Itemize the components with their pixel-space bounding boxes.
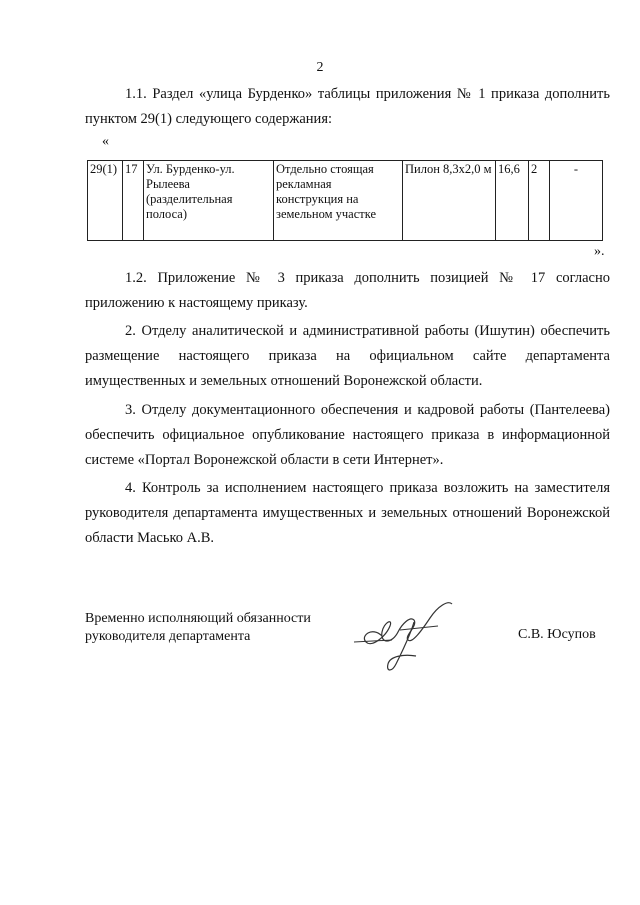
table-cell: Пилон 8,3х2,0 м: [403, 161, 496, 241]
table-cell: 17: [123, 161, 144, 241]
page-number: 2: [316, 60, 324, 75]
table-row: [88, 161, 603, 241]
table-cell: -: [550, 161, 603, 241]
paragraph-4: 4. Контроль за исполнением настоящего приказа возложить на заместителя руководителя департамента имущественных и земельных отношений Воронежской области Масько А.В.: [85, 480, 610, 546]
signatory-position-line-1: Временно исполняющий обязанности: [85, 611, 311, 626]
table-cell: Отдельно стоящая рекламная конструкция на земельном участке: [274, 161, 403, 241]
paragraph-2: 2. Отделу аналитической и административной работы (Ишутин) обеспечить размещение настоящего приказа на официальном сайте департамента имущественных и земельных отношений Воронежской области.: [85, 323, 610, 389]
signatory-position: [85, 610, 311, 646]
paragraph-1-1: 1.1. Раздел «улица Бурденко» таблицы приложения № 1 приказа дополнить пунктом 29(1) следующего содержания:: [85, 86, 610, 127]
open-quote: «: [102, 134, 109, 149]
signatory-name: С.В. Юсупов: [518, 627, 596, 642]
table-cell: Ул. Бурденко-ул. Рылеева (разделительная полоса): [144, 161, 274, 241]
table-cell: 2: [529, 161, 550, 241]
table-cell: 16,6: [496, 161, 529, 241]
paragraph-1-2: 1.2. Приложение № 3 приказа дополнить позицией № 17 согласно приложению к настоящему приказу.: [85, 270, 610, 311]
close-quote: ».: [594, 244, 605, 259]
handwritten-signature: [352, 596, 464, 676]
paragraph-3: 3. Отделу документационного обеспечения и кадровой работы (Пантелеева) обеспечить официальное опубликование настоящего приказа в информационной системе «Портал Воронежской области в сети Интернет».: [85, 402, 610, 468]
insert-table: [87, 160, 603, 241]
table-cell: 29(1): [88, 161, 123, 241]
signatory-position-line-2: руководителя департамента: [85, 629, 251, 644]
